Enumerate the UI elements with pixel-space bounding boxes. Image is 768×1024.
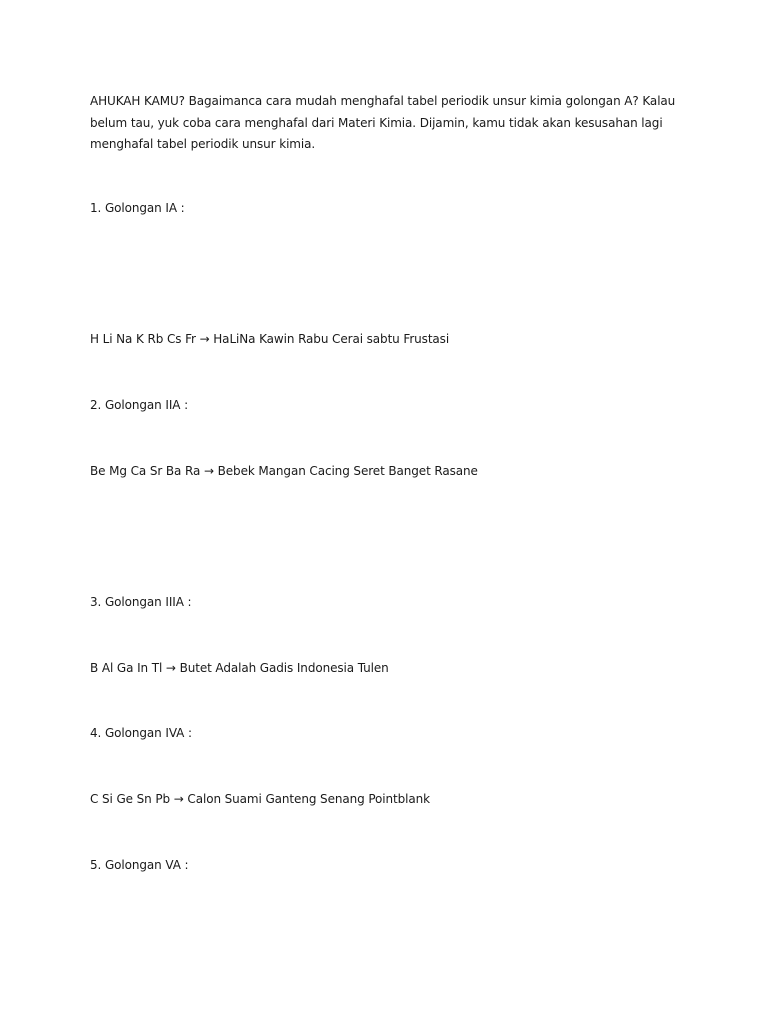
intro-line-3: menghafal tabel periodik unsur kimia.	[90, 137, 316, 151]
group-ia-mnemonic: H Li Na K Rb Cs Fr → HaLiNa Kawin Rabu Cerai sabtu Frustasi	[90, 332, 450, 346]
group-iiia-mnemonic: B Al Ga In Tl → Butet Adalah Gadis Indonesia Tulen	[90, 661, 389, 675]
intro-line-1: AHUKAH KAMU? Bagaimanca cara mudah menghafal tabel periodik unsur kimia golongan A? Kalau	[90, 94, 676, 108]
group-iia-mnemonic: Be Mg Ca Sr Ba Ra → Bebek Mangan Cacing Seret Banget Rasane	[90, 464, 478, 478]
group-va-heading: 5. Golongan VA :	[90, 858, 189, 872]
group-iva-mnemonic: C Si Ge Sn Pb → Calon Suami Ganteng Senang Pointblank	[90, 792, 431, 806]
group-iiia-heading: 3. Golongan IIIA :	[90, 595, 192, 609]
group-ia-heading: 1. Golongan IA :	[90, 201, 185, 215]
group-iva-heading: 4. Golongan IVA :	[90, 726, 192, 740]
intro-paragraph	[90, 91, 680, 156]
group-iia-heading: 2. Golongan IIA :	[90, 398, 189, 412]
intro-line-2: belum tau, yuk coba cara menghafal dari Materi Kimia. Dijamin, kamu tidak akan kesusahan lagi	[90, 115, 663, 130]
